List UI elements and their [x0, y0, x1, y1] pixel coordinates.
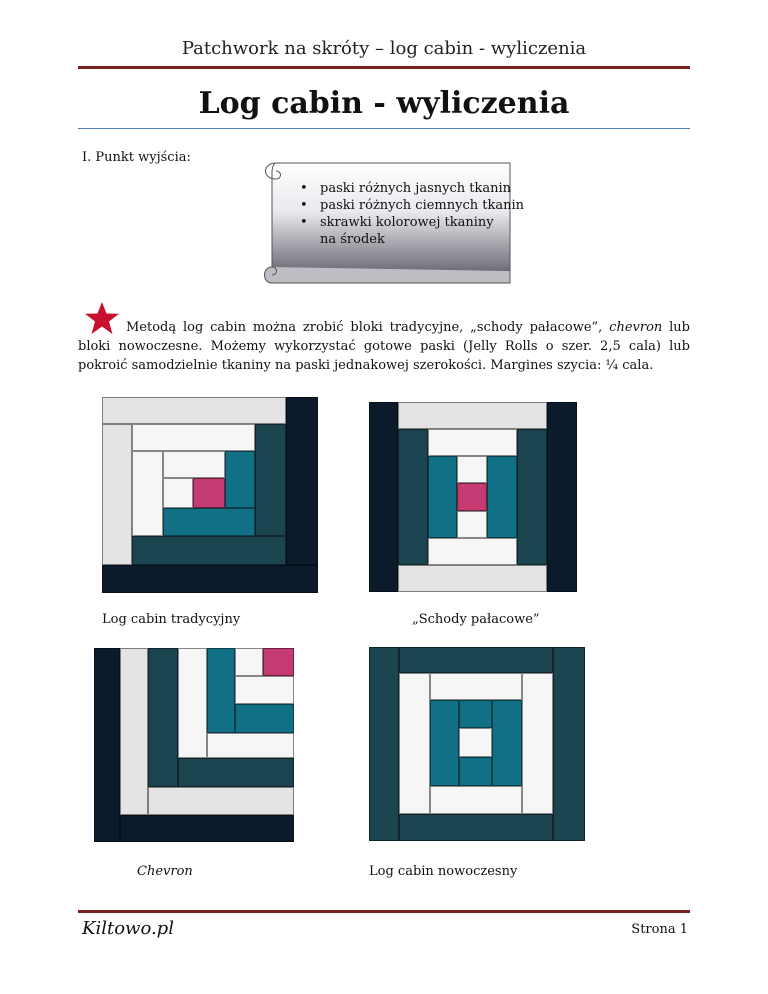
intro-paragraph: Metodą log cabin można zrobić bloki tradycyjne, „schody pałacowe”, chevron lub bloki nowoczesne. Możemy wykorzystać gotowe paski (Jelly Rolls o szer. 2,5 cala) lub pokroić samodzielnie tkaniny na paski jednakowej szerokości. Margines szycia: ¼ cala.	[78, 320, 690, 373]
section-label: I. Punkt wyjścia:	[82, 150, 191, 165]
chevron-term: chevron	[609, 320, 663, 335]
list-item: • paski różnych ciemnych tkanin	[300, 198, 525, 213]
header-rule	[78, 66, 690, 69]
list-item-continued: na środek	[320, 232, 385, 247]
bullet-icon: •	[300, 198, 308, 213]
running-header: Patchwork na skróty – log cabin - wyliczenia	[181, 38, 587, 59]
log-cabin-modern-block	[369, 647, 585, 841]
supply-list	[300, 180, 524, 248]
log-cabin-traditional-block	[102, 397, 318, 593]
bullet-icon: •	[300, 215, 308, 230]
caption-chevron: Chevron	[137, 864, 193, 879]
page-title: Log cabin - wyliczenia	[198, 86, 570, 121]
courthouse-steps-block	[369, 402, 577, 592]
list-item: • skrawki kolorowej tkaniny	[300, 215, 494, 230]
chevron-block	[94, 648, 294, 842]
footer-rule	[78, 910, 690, 913]
title-rule	[78, 128, 690, 129]
caption-traditional: Log cabin tradycyjny	[102, 612, 241, 627]
bullet-icon: •	[300, 181, 308, 196]
footer-site: Kiltowo.pl	[82, 918, 174, 939]
list-item: • paski różnych jasnych tkanin	[300, 181, 512, 196]
footer-page-number: Strona 1	[631, 922, 688, 937]
caption-courthouse: „Schody pałacowe”	[412, 612, 540, 627]
caption-modern: Log cabin nowoczesny	[369, 864, 518, 879]
